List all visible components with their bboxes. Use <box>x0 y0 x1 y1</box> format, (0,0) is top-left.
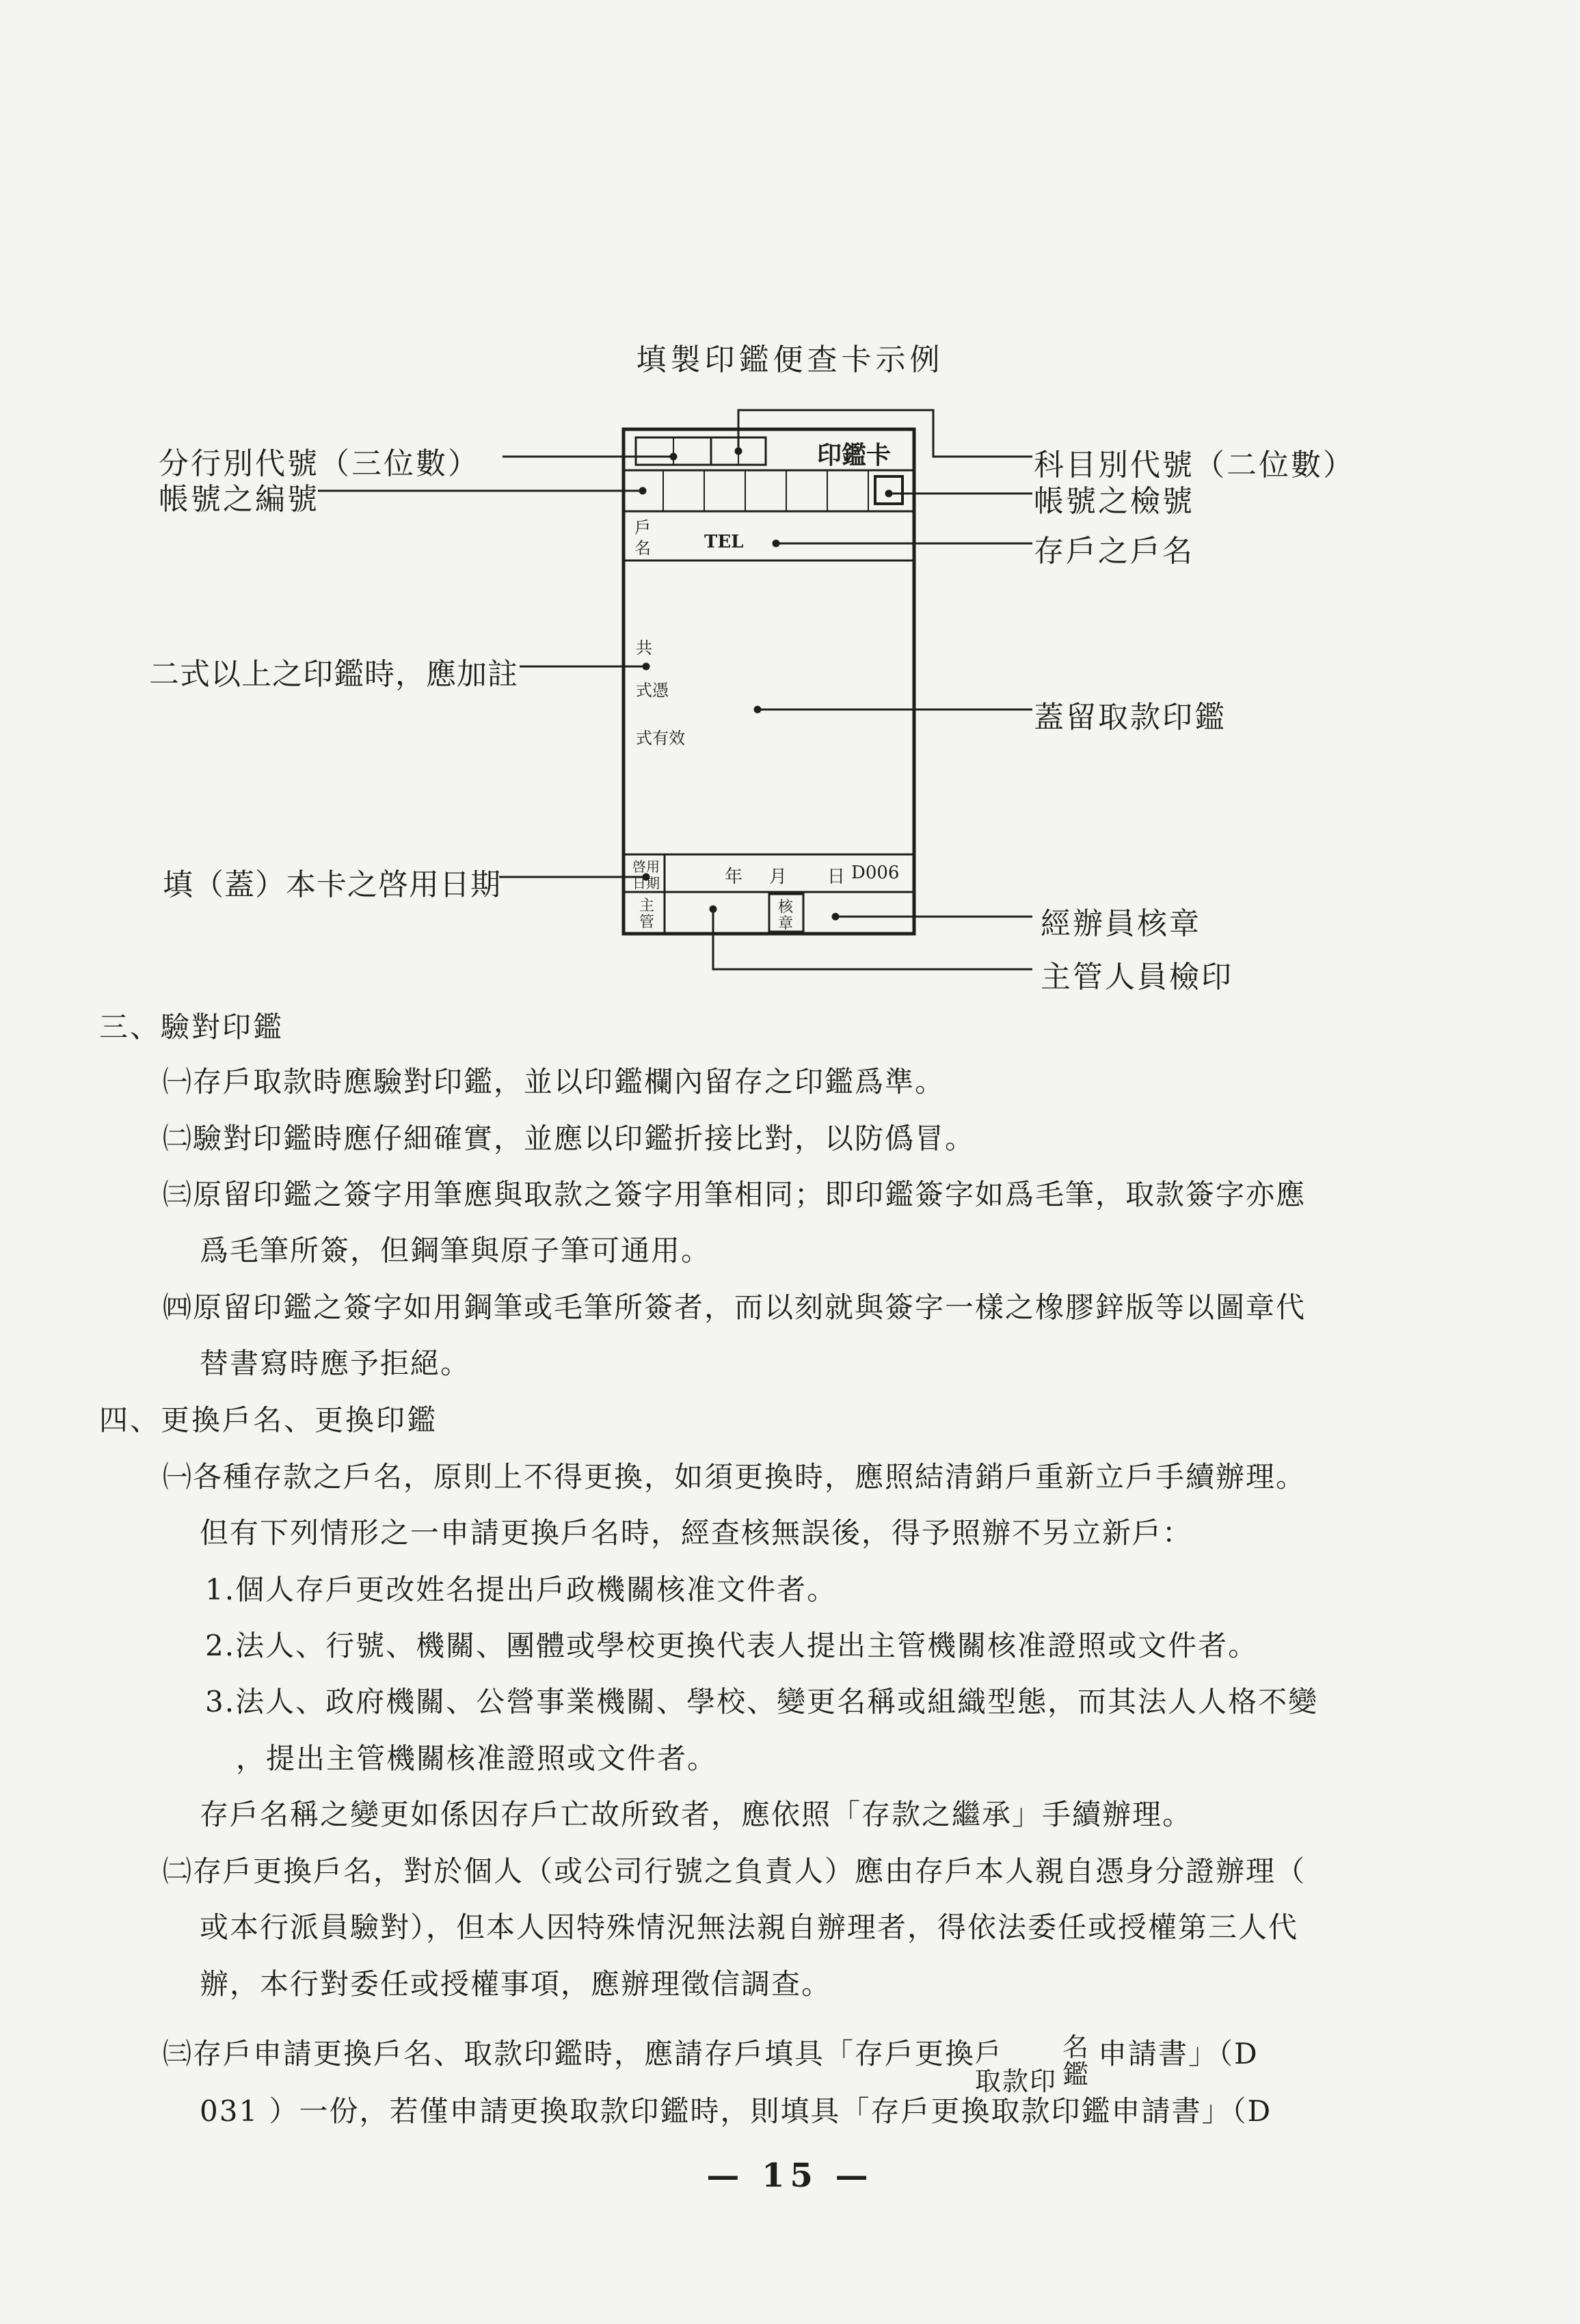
card-supervisor-label-2: 管 <box>639 914 655 931</box>
section-heading-3: 三、驗對印鑑 <box>99 1010 284 1044</box>
para-4-2-line2: 或本行派員驗對），但本人因特殊情況無法親自辦理者，得依法委任或授權第三人代 <box>200 1910 1299 1944</box>
stack-top-2: 名 <box>1062 2032 1090 2062</box>
label-start-date: 填（蓋）本卡之啓用日期 <box>163 867 501 902</box>
para-4-list-2: 2.法人、行號、機關、團體或學校更換代表人提出主管機關核准證照或文件者。 <box>205 1629 1259 1662</box>
label-account-name: 存戶之戶名 <box>1034 534 1194 569</box>
para-4-3-line2: 031 ）一份，若僅申請更換取款印鑑時，則填具「存戶更換取款印鑑申請書」（D <box>200 2094 1272 2128</box>
label-check-digit: 帳號之檢號 <box>1034 484 1194 519</box>
card-name-label-2: 名 <box>634 539 651 558</box>
label-account-number: 帳號之編號 <box>159 482 319 517</box>
para-3-2: ㈡驗對印鑑時應仔細確實，並應以印鑑折接比對，以防僞冒。 <box>163 1122 976 1155</box>
account-digit-cells <box>663 470 868 511</box>
para-4-2-line3: 辦，本行對委任或授權事項，應辦理徵信調查。 <box>200 1967 832 2001</box>
para-4-note: 存戶名稱之變更如係因存戶亡故所致者，應依照「存款之繼承」手續辦理。 <box>200 1798 1193 1831</box>
label-seal-area: 蓋留取款印鑑 <box>1034 700 1227 735</box>
para-4-1-line2: 但有下列情形之一申請更換戶名時，經查核無誤後，得予照辦不另立新戶： <box>200 1516 1193 1550</box>
card-verify-label-1: 核 <box>778 899 794 916</box>
label-subject-code: 科目別代號（二位數） <box>1034 448 1355 483</box>
para-4-1-line1: ㈠各種存款之戶名，原則上不得更換，如須更換時，應照結清銷戶重新立戶手續辦理。 <box>163 1460 1307 1494</box>
card-seal-note-3: 式有效 <box>636 729 685 748</box>
card-date-label-1: 啓用 <box>632 859 660 875</box>
label-clerk-stamp: 經辦員核章 <box>1041 906 1201 941</box>
para-3-4-line1: ㈣原留印鑑之簽字如用鋼筆或毛筆所簽者，而以刻就與簽字一樣之橡膠鋅版等以圖章代 <box>163 1291 1307 1324</box>
stack-bottom-2: 鑑 <box>1062 2059 1090 2090</box>
label-multi-seal-note: 二式以上之印鑑時，應加註 <box>149 657 518 692</box>
label-supervisor-stamp: 主管人員檢印 <box>1041 960 1233 995</box>
stacked-options <box>975 2032 1098 2096</box>
para-4-list-3-line1: 3.法人、政府機關、公營事業機關、學校、變更名稱或組織型態，而其法人人格不變 <box>205 1685 1319 1718</box>
section-heading-4: 四、更換戶名、更換印鑑 <box>99 1403 438 1437</box>
para-3-3-line2: 爲毛筆所簽，但鋼筆與原子筆可通用。 <box>200 1234 712 1267</box>
para-3-3-line1: ㈢原留印鑑之簽字用筆應與取款之簽字用筆相同；即印鑑簽字如爲毛筆，取款簽字亦應 <box>163 1178 1307 1211</box>
para-3-1: ㈠存戶取款時應驗對印鑑，並以印鑑欄內留存之印鑑爲準。 <box>163 1065 946 1098</box>
para-4-3-line1-after: 申請書」（D <box>1098 2037 1259 2070</box>
card-tel: TEL <box>704 532 744 552</box>
card-date-label-2: 日期 <box>632 875 660 891</box>
para-4-list-3-line2: ，提出主管機關核准證照或文件者。 <box>236 1742 718 1775</box>
para-4-3-line1 <box>163 2031 1259 2096</box>
card-verify-label-2: 章 <box>778 915 794 932</box>
card-date-month: 月 <box>769 867 788 887</box>
para-4-list-1: 1.個人存戶更改姓名提出戶政機關核准文件者。 <box>205 1573 838 1606</box>
card-date-day: 日 <box>827 867 846 887</box>
para-4-2-line1: ㈡存戶更換戶名，對於個人（或公司行號之負責人）應由存戶本人親自憑身分證辦理（ <box>163 1854 1307 1888</box>
card-header: 印鑑卡 <box>817 441 892 470</box>
card-supervisor-label-1: 主 <box>639 897 655 915</box>
page-number: — 15 — <box>706 2157 874 2195</box>
figure-title: 填製印鑑便查卡示例 <box>636 342 944 377</box>
para-4-3-line1-before: ㈢存戶申請更換戶名、取款印鑑時，應請存戶填具「存戶更換 <box>163 2037 976 2070</box>
card-seal-note-2: 式憑 <box>636 681 669 700</box>
card-form-code: D006 <box>851 863 900 883</box>
card-seal-note-1: 共 <box>636 638 652 658</box>
card-name-label-1: 戶 <box>634 518 651 537</box>
card-date-year: 年 <box>725 867 743 887</box>
para-3-4-line2: 替書寫時應予拒絕。 <box>200 1347 471 1380</box>
label-branch-code: 分行別代號（三位數） <box>159 446 480 481</box>
stack-top-1: 戶 <box>975 2038 1003 2068</box>
stack-bottom-1: 取款印 <box>975 2066 1058 2096</box>
